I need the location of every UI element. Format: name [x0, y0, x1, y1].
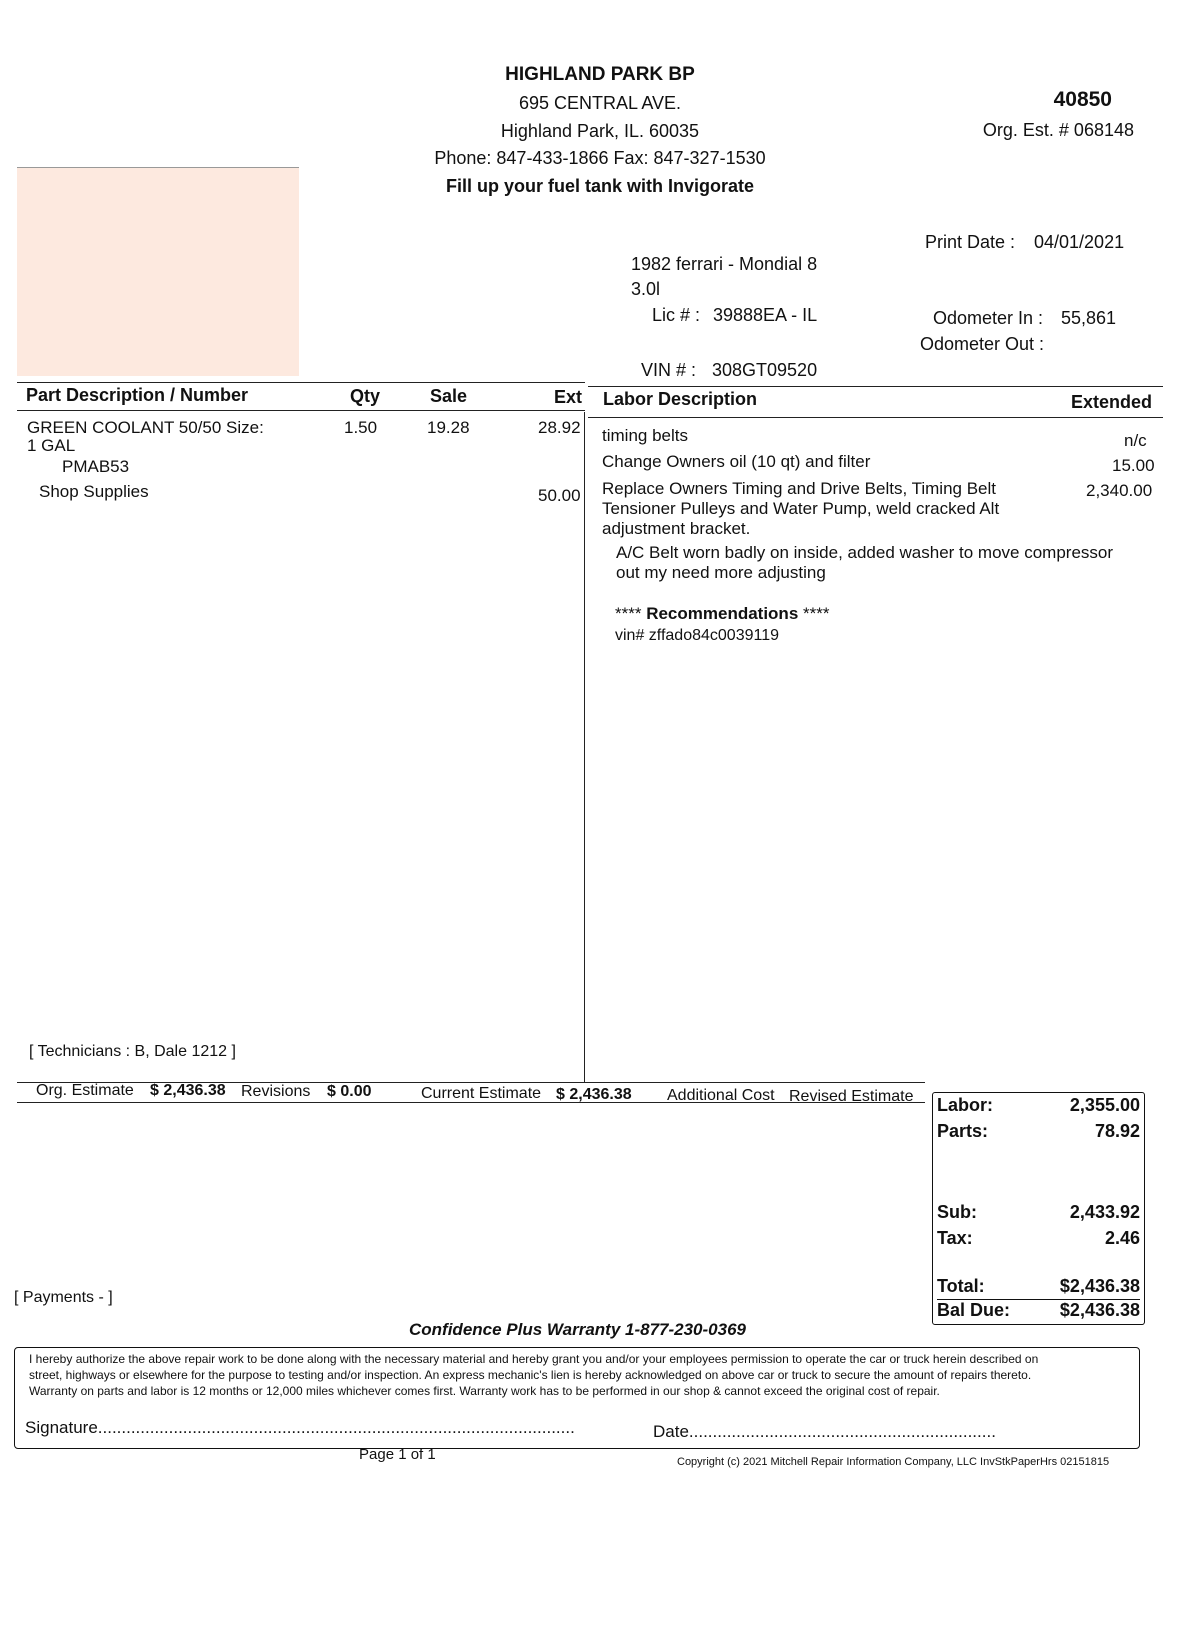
- sub-total-label: Sub:: [937, 1202, 977, 1222]
- shop-address: 695 CENTRAL AVE.: [518, 93, 682, 113]
- customer-block: [17, 167, 299, 376]
- tax-label: Tax:: [937, 1228, 973, 1248]
- print-date: 04/01/2021: [1034, 232, 1125, 252]
- balance-due-value: $2,436.38: [1059, 1300, 1140, 1320]
- sub-total-value: 2,433.92: [1069, 1202, 1140, 1222]
- org-est-number: Org. Est. # 068148: [982, 120, 1134, 140]
- signature-line[interactable]: Signature.....................................................................................................: [25, 1418, 575, 1437]
- vehicle-engine: 3.0l: [631, 279, 661, 299]
- labor-header-description: Labor Description: [603, 389, 758, 409]
- recommendations-text: vin# zffado84c0039119: [615, 627, 779, 644]
- invoice-number: 40850: [1053, 88, 1112, 111]
- part-1-sale: 19.28: [427, 418, 470, 437]
- parts-header-bottom-line: [17, 410, 585, 411]
- shop-name: HIGHLAND PARK BP: [505, 64, 695, 85]
- odometer-in-label: Odometer In :: [933, 308, 1044, 328]
- shop-city: Highland Park, IL. 60035: [500, 121, 700, 141]
- current-estimate-value: $ 2,436.38: [556, 1086, 632, 1103]
- authorization-text: I hereby authorize the above repair work to be done along with the necessary material and hereby grant you and/or your employees permission to operate the car or truck herein described on street, highways or elsewhere for the purpose to testing and/or inspection. An express mechanic's lien is hereby acknowledged on above car or truck to secure the amount of repairs thereto. Warranty on parts and labor is 12 months or 12,000 miles whichever comes first. Warranty work has to be performed in our shop & cannot exceed the original cost of repair.: [29, 1352, 1039, 1398]
- lic-number: 39888EA - IL: [713, 305, 818, 325]
- shop-phone-fax: Phone: 847-433-1866 Fax: 847-327-1530: [434, 148, 766, 168]
- page-number: Page 1 of 1: [359, 1446, 436, 1463]
- parts-total-value: 78.92: [1094, 1121, 1140, 1141]
- labor-note-line1: A/C Belt worn badly on inside, added washer to move compressor: [616, 543, 1114, 562]
- labor-header-extended: Extended: [1071, 392, 1153, 412]
- parts-header-description: Part Description / Number: [26, 385, 249, 405]
- payments: [ Payments - ]: [14, 1289, 113, 1306]
- org-estimate-label: Org. Estimate: [36, 1082, 134, 1099]
- labor-note-line2: out my need more adjusting: [616, 563, 826, 582]
- balance-due-row: [937, 1299, 1140, 1320]
- vin-label: VIN # :: [641, 360, 697, 380]
- labor-3-extended: 2,340.00: [1086, 481, 1153, 500]
- labor-2-extended: 15.00: [1112, 456, 1155, 475]
- parts-header-ext: Ext: [554, 387, 583, 407]
- authorization-box: [14, 1347, 1140, 1449]
- parts-header-sale: Sale: [430, 386, 468, 406]
- org-estimate-value: $ 2,436.38: [150, 1082, 226, 1099]
- lic-label: Lic # :: [652, 305, 701, 325]
- revisions-value: $ 0.00: [327, 1083, 372, 1100]
- totals-box: [932, 1092, 1145, 1325]
- part-1-number: PMAB53: [62, 457, 130, 476]
- labor-header-bottom-line: [588, 417, 1163, 418]
- labor-3-line3: adjustment bracket.: [602, 519, 751, 538]
- labor-3-line1: Replace Owners Timing and Drive Belts, Timing Belt: [602, 479, 996, 498]
- odometer-in: 55,861: [1061, 308, 1117, 328]
- vin-number: 308GT09520: [712, 360, 818, 380]
- revisions-label: Revisions: [241, 1083, 311, 1100]
- part-1-ext: 28.92: [538, 418, 581, 437]
- part-1-qty: 1.50: [344, 418, 378, 437]
- revised-estimate-label: Revised Estimate: [789, 1088, 914, 1105]
- odometer-out-label: Odometer Out :: [920, 334, 1045, 354]
- parts-total-label: Parts:: [937, 1121, 989, 1141]
- date-line[interactable]: Date.................................................................: [653, 1422, 996, 1441]
- part-2-ext: 50.00: [538, 486, 581, 505]
- part-2-description: Shop Supplies: [39, 482, 149, 501]
- balance-due-label: Bal Due:: [937, 1300, 1011, 1320]
- recommendations-title: **** Recommendations ****: [615, 604, 830, 623]
- print-date-label: Print Date :: [925, 232, 1016, 252]
- grand-total-value: $2,436.38: [1059, 1276, 1140, 1296]
- current-estimate-label: Current Estimate: [421, 1085, 542, 1102]
- part-1-size: 1 GAL: [27, 436, 76, 455]
- warranty-text: Confidence Plus Warranty 1-877-230-0369: [409, 1320, 746, 1339]
- parts-header-top-line: [17, 382, 585, 383]
- grand-total-label: Total:: [937, 1276, 985, 1296]
- labor-header-top-line: [588, 386, 1163, 387]
- technicians: [ Technicians : B, Dale 1212 ]: [29, 1043, 236, 1060]
- labor-1-description: timing belts: [602, 426, 688, 445]
- shop-tagline: Fill up your fuel tank with Invigorate: [445, 176, 755, 196]
- labor-3-line2: Tensioner Pulleys and Water Pump, weld cracked Alt: [602, 499, 1000, 518]
- column-divider: [584, 412, 585, 1082]
- additional-cost-label: Additional Cost: [667, 1087, 775, 1104]
- labor-1-extended: n/c: [1124, 431, 1147, 450]
- copyright: Copyright (c) 2021 Mitchell Repair Information Company, LLC InvStkPaperHrs 02151815: [677, 1456, 1110, 1468]
- tax-value: 2.46: [1104, 1228, 1140, 1248]
- parts-header-qty: Qty: [350, 386, 381, 406]
- labor-total-value: 2,355.00: [1069, 1095, 1140, 1115]
- labor-2-description: Change Owners oil (10 qt) and filter: [602, 452, 871, 471]
- vehicle-model: 1982 ferrari - Mondial 8: [631, 254, 818, 274]
- part-1-description: GREEN COOLANT 50/50 Size:: [27, 418, 264, 437]
- labor-total-label: Labor:: [937, 1095, 993, 1115]
